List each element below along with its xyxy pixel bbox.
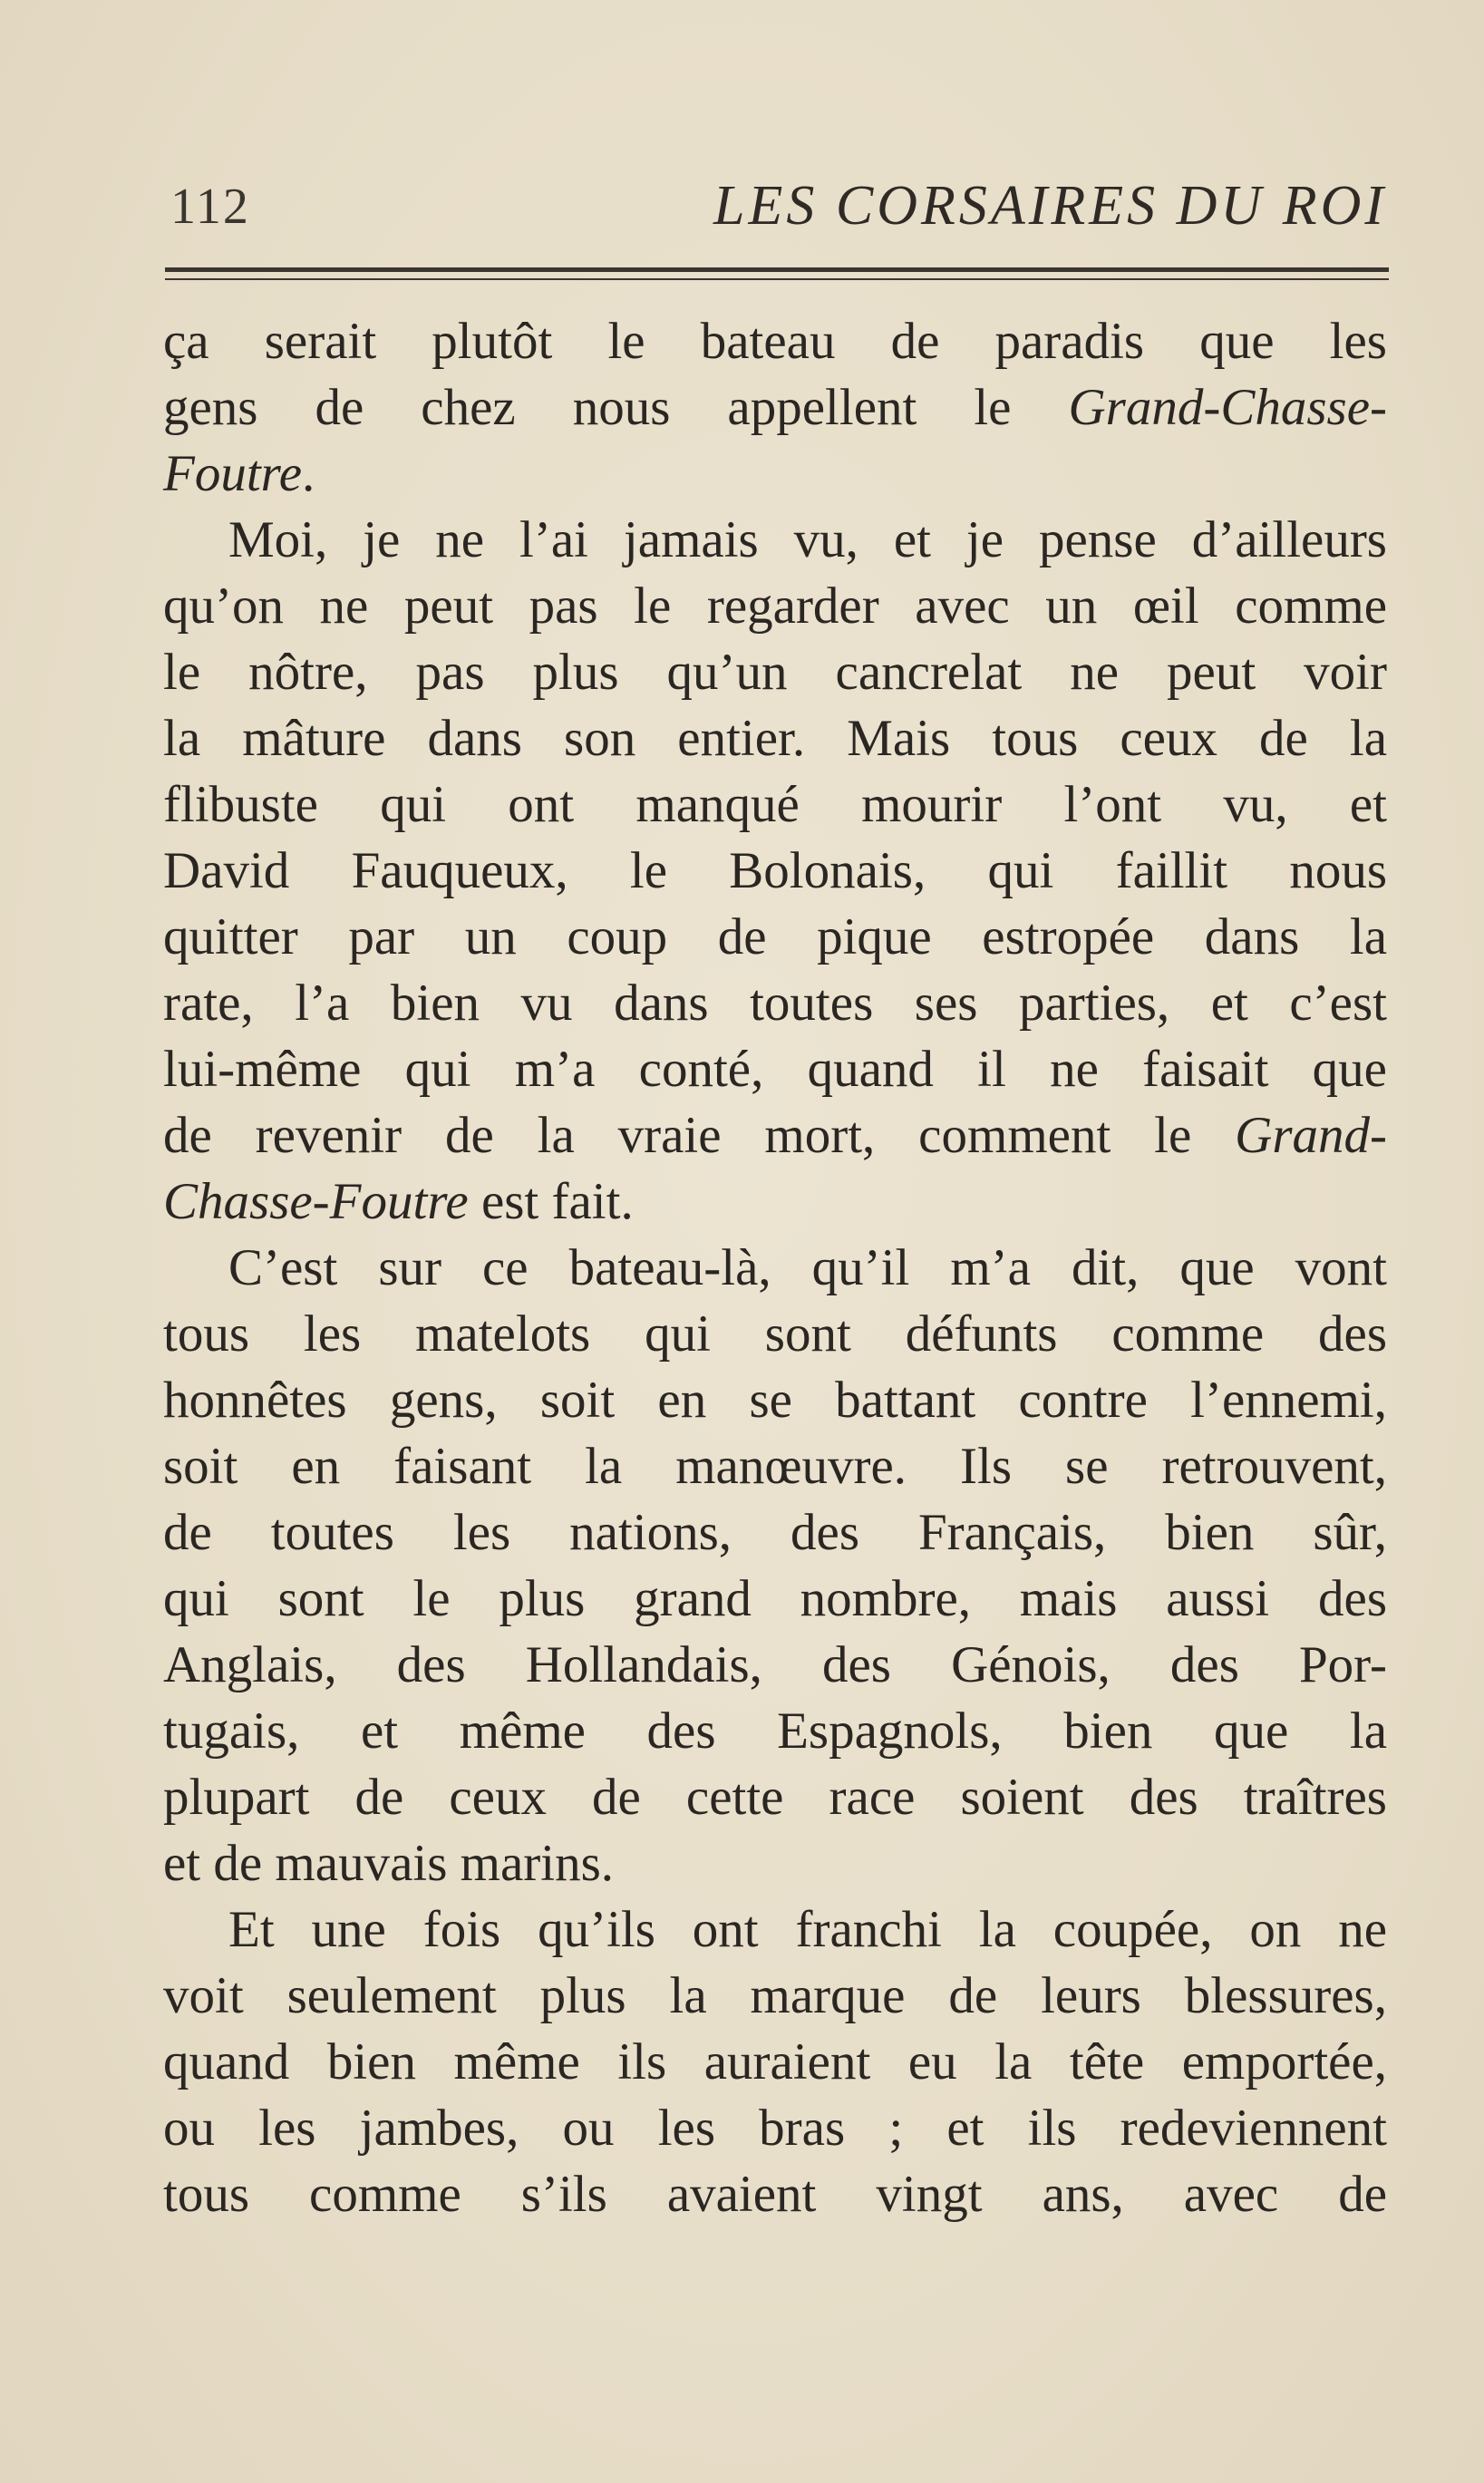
text-line: plupart de ceux de cette race soient des traîtres [163,1769,1387,1826]
text-line: voit seulement plus la marque de leurs blessures, [163,1967,1387,2024]
text-line: qu’on ne peut pas le regarder avec un œil comme [163,577,1387,635]
text-line: gens de chez nous appellent le Grand-Chasse- [163,379,1387,436]
ship-name: Grand- [1235,1107,1387,1164]
ship-name: Foutre [163,445,303,502]
text-line: David Fauqueux, le Bolonais, qui faillit nous [163,842,1387,899]
text-line: soit en faisant la manœuvre. Ils se retrouvent, [163,1438,1387,1495]
text-line: Et une fois qu’ils ont franchi la coupée, on ne [228,1901,1387,1958]
text-line: tugais, et même des Espagnols, bien que la [163,1702,1387,1760]
text-line: de revenir de la vraie mort, comment le Grand- [163,1107,1387,1164]
text-line: tous les matelots qui sont défunts comme des [163,1305,1387,1363]
text-line: Anglais, des Hollandais, des Génois, des Por- [163,1636,1387,1693]
header-rule-thin [165,278,1389,280]
text-line: lui-même qui m’a conté, quand il ne faisait que [163,1041,1387,1098]
text-line: tous comme s’ils avaient vingt ans, avec de [163,2166,1387,2223]
text-line: flibuste qui ont manqué mourir l’ont vu, et [163,776,1387,833]
text-line: honnêtes gens, soit en se battant contre l’ennemi, [163,1372,1387,1429]
text-line: quitter par un coup de pique estropée dans la [163,908,1387,965]
text-line: qui sont le plus grand nombre, mais aussi des [163,1570,1387,1627]
text-line: ou les jambes, ou les bras ; et ils redeviennent [163,2100,1387,2157]
text-line: la mâture dans son entier. Mais tous ceux de la [163,710,1387,767]
page-header [163,175,1387,250]
text-line: Foutre. [163,445,315,502]
page-number: 112 [170,179,250,235]
ship-name: Chasse-Foutre [163,1173,469,1230]
text-line: ça serait plutôt le bateau de paradis que les [163,313,1387,370]
text-line: le nôtre, pas plus qu’un cancrelat ne peut voir [163,644,1387,701]
body-text [163,308,1387,2227]
text-line: quand bien même ils auraient eu la tête emportée, [163,2033,1387,2090]
text-line: Chasse-Foutre est fait. [163,1173,634,1230]
running-title: LES CORSAIRES DU ROI [713,175,1387,237]
text-line: Moi, je ne l’ai jamais vu, et je pense d’ailleurs [228,511,1387,568]
text-line: rate, l’a bien vu dans toutes ses parties, et c’est [163,975,1387,1032]
text-line: et de mauvais marins. [163,1835,615,1892]
text-line: de toutes les nations, des Français, bien sûr, [163,1504,1387,1561]
ship-name: Grand-Chasse- [1068,379,1387,436]
header-rule-thick [165,267,1389,272]
text-line: C’est sur ce bateau-là, qu’il m’a dit, que vont [228,1239,1387,1296]
